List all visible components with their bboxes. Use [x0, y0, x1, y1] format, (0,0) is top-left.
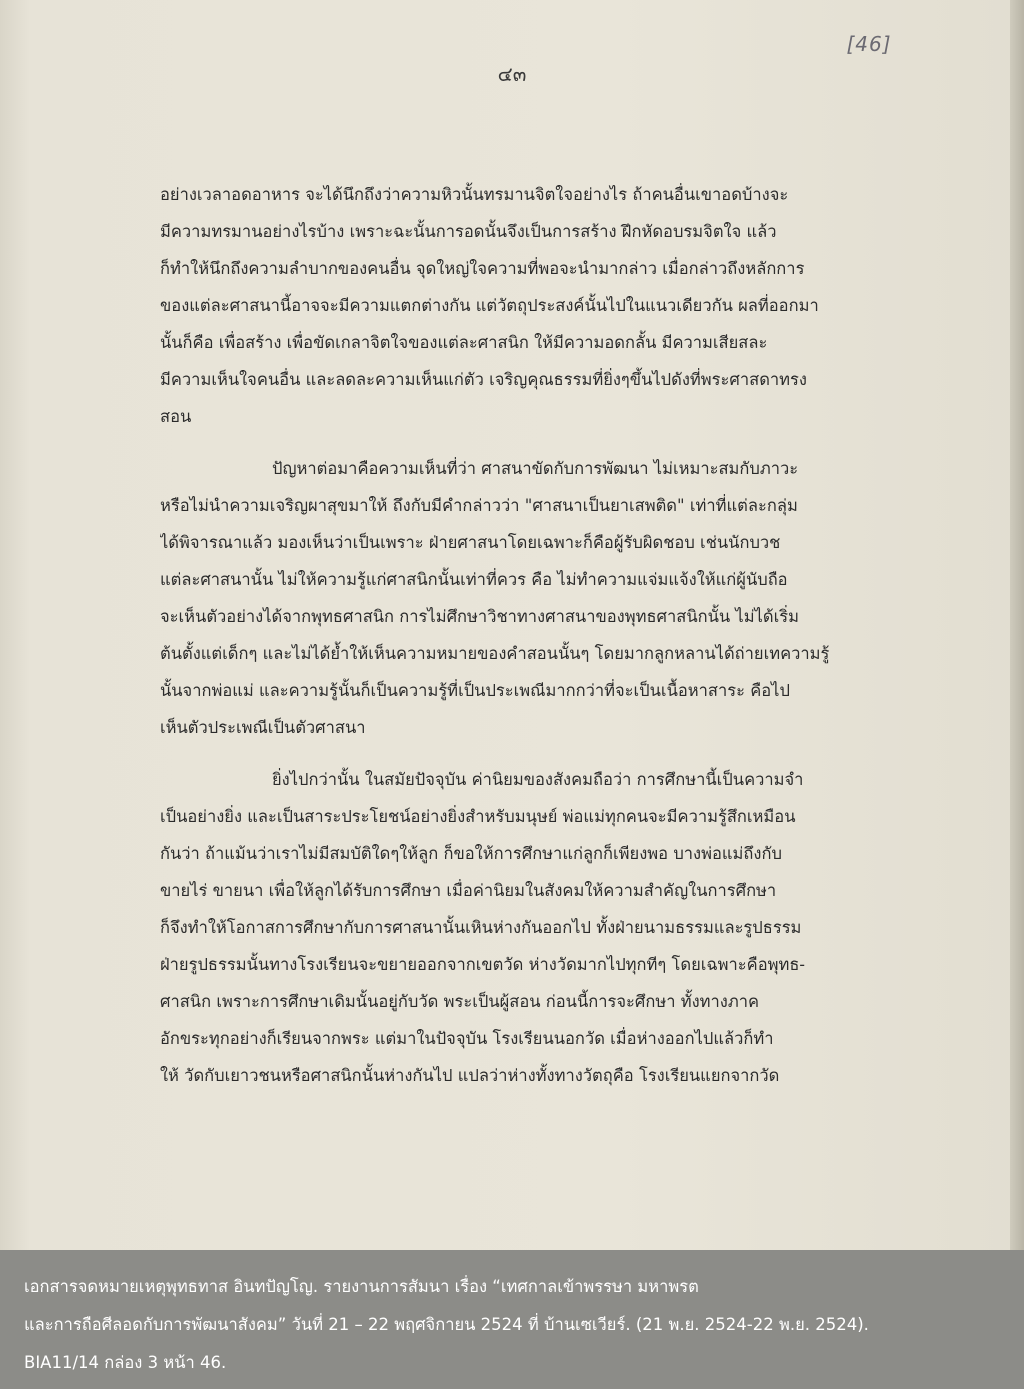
text-line: ขายไร่ ขายนา เพื่อให้ลูกได้รับการศึกษา เมื่อค่านิยมในสังคมให้ความสำคัญในการศึกษา: [160, 881, 777, 900]
text-line: ต้นตั้งแต่เด็กๆ และไม่ได้ย้ำให้เห็นความหมายของคำสอนนั้นๆ โดยมากลูกหลานได้ถ่ายเทความรู้: [160, 644, 830, 663]
text-line: จะเห็นตัวอย่างได้จากพุทธศาสนิก การไม่ศึกษาวิชาทางศาสนาของพุทธศาสนิกนั้น ไม่ได้เริ่ม: [160, 607, 799, 626]
text-line: หรือไม่นำความเจริญผาสุขมาให้ ถึงกับมีคำกล่าวว่า "ศาสนาเป็นยาเสพติด" เท่าที่แต่ละกลุ่ม: [160, 496, 798, 515]
text-line: กันว่า ถ้าแม้นว่าเราไม่มีสมบัติใดๆให้ลูก ก็ขอให้การศึกษาแก่ลูกก็เพียงพอ บางพ่อแม่ถึงกับ: [160, 844, 782, 863]
caption-line: เอกสารจดหมายเหตุพุทธทาส อินทปัญโญ. รายงานการสัมนา เรื่อง “เทศกาลเข้าพรรษา มหาพรต: [24, 1277, 699, 1296]
archive-page-number: [46]: [846, 32, 892, 56]
page-edge: [1010, 0, 1024, 1250]
paragraph: [160, 450, 912, 746]
paragraph-gap: [160, 435, 912, 450]
text-line: ศาสนิก เพราะการศึกษาเดิมนั้นอยู่กับวัด พระเป็นผู้สอน ก่อนนี้การจะศึกษา ทั้งทางภาค: [160, 992, 760, 1011]
text-line: มีความทรมานอย่างไรบ้าง เพราะฉะนั้นการอดนั้นจึงเป็นการสร้าง ฝึกหัดอบรมจิตใจ แล้ว: [160, 222, 777, 241]
text-line: สอน: [160, 407, 192, 426]
text-line: อย่างเวลาอดอาหาร จะได้นึกถึงว่าความหิวนั้นทรมานจิตใจอย่างไร ถ้าคนอื่นเขาอดบ้างจะ: [160, 185, 789, 204]
caption-line: และการถือศีลอดกับการพัฒนาสังคม” วันที่ 21 – 22 พฤศจิกายน 2524 ที่ บ้านเซเวียร์. (21 พ.ย. 2524-22 พ.ย. 2524).: [24, 1315, 869, 1334]
paragraph: [160, 176, 912, 435]
paragraph-gap: [160, 746, 912, 761]
text-line: แต่ละศาสนานั้น ไม่ให้ความรู้แก่ศาสนิกนั้นเท่าที่ควร คือ ไม่ทำความแจ่มแจ้งให้แก่ผู้นับถือ: [160, 570, 788, 589]
archive-caption: [0, 1250, 1024, 1389]
text-line: เห็นตัวประเพณีเป็นตัวศาสนา: [160, 718, 366, 737]
text-line: ได้พิจารณาแล้ว มองเห็นว่าเป็นเพราะ ฝ่ายศาสนาโดยเฉพาะก็คือผู้รับผิดชอบ เช่นนักบวช: [160, 533, 781, 552]
text-line: ปัญหาต่อมาคือความเห็นที่ว่า ศาสนาขัดกับการพัฒนา ไม่เหมาะสมกับภาวะ: [272, 459, 799, 478]
paragraph: [160, 761, 912, 1094]
page-number: ๔๓: [497, 62, 527, 86]
caption-line: BIA11/14 กล่อง 3 หน้า 46.: [24, 1353, 227, 1372]
text-line: ยิ่งไปกว่านั้น ในสมัยปัจจุบัน ค่านิยมของสังคมถือว่า การศึกษานี้เป็นความจำ: [272, 770, 804, 789]
text-line: ฝ่ายรูปธรรมนั้นทางโรงเรียนจะขยายออกจากเขตวัด ห่างวัดมากไปทุกทีๆ โดยเฉพาะคือพุทธ-: [160, 955, 806, 974]
text-line: อักขระทุกอย่างก็เรียนจากพระ แต่มาในปัจจุบัน โรงเรียนนอกวัด เมื่อห่างออกไปแล้วก็ทำ: [160, 1029, 774, 1048]
text-line: ให้ วัดกับเยาวชนหรือศาสนิกนั้นห่างกันไป แปลว่าห่างทั้งทางวัตถุคือ โรงเรียนแยกจากวัด: [160, 1066, 780, 1085]
text-line: นั้นจากพ่อแม่ และความรู้นั้นก็เป็นความรู้ที่เป็นประเพณีมากกว่าที่จะเป็นเนื้อหาสาระ คือไป: [160, 681, 790, 700]
text-line: นั้นก็คือ เพื่อสร้าง เพื่อขัดเกลาจิตใจของแต่ละศาสนิก ให้มีความอดกลั้น มีความเสียสละ: [160, 333, 768, 352]
text-line: ก็ทำให้นึกถึงความลำบากของคนอื่น จุดใหญ่ใจความที่พอจะนำมากล่าว เมื่อกล่าวถึงหลักการ: [160, 259, 805, 278]
text-line: เป็นอย่างยิ่ง และเป็นสาระประโยชน์อย่างยิ่งสำหรับมนุษย์ พ่อแม่ทุกคนจะมีความรู้สึกเหมือน: [160, 807, 796, 826]
text-line: ของแต่ละศาสนานี้อาจจะมีความแตกต่างกัน แต่วัตถุประสงค์นั้นไปในแนวเดียวกัน ผลที่ออกมา: [160, 296, 819, 315]
document-body: [160, 176, 912, 1094]
text-line: มีความเห็นใจคนอื่น และลดละความเห็นแก่ตัว เจริญคุณธรรมที่ยิ่งๆขึ้นไปดังที่พระศาสดาทรง: [160, 370, 807, 389]
text-line: ก็จึงทำให้โอกาสการศึกษากับการศาสนานั้นเหินห่างกันออกไป ทั้งฝ่ายนามธรรมและรูปธรรม: [160, 918, 802, 937]
